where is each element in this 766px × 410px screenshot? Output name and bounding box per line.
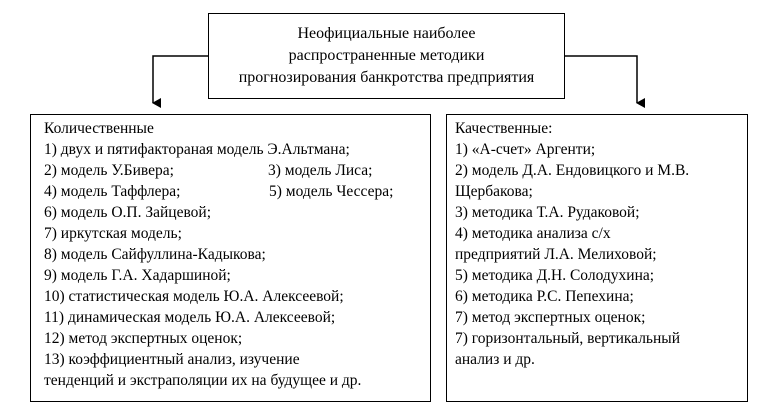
quantitative-box	[30, 114, 431, 402]
list-item: 4) методика анализа с/х	[455, 225, 611, 242]
list-item-row	[44, 181, 430, 202]
quantitative-heading: Количественные	[44, 120, 154, 137]
list-item: 10) статистическая модель Ю.А. Алексеевой;	[44, 288, 344, 305]
qualitative-heading: Качественные:	[455, 120, 553, 137]
title-box	[208, 13, 565, 99]
list-item: 9) модель Г.А. Хадаршиной;	[44, 267, 231, 284]
list-item: 7) метод экспертных оценок;	[455, 309, 646, 326]
list-item: 13) коэффициентный анализ, изучение	[44, 351, 300, 368]
right-arrow	[565, 56, 637, 103]
list-item: 3) методика Т.А. Рудаковой;	[455, 204, 640, 221]
left-arrow	[153, 56, 208, 103]
list-item: 5) модель Чессера;	[269, 183, 394, 200]
list-item: Щербакова;	[455, 183, 533, 200]
list-item: 3) модель Лиса;	[268, 162, 373, 179]
list-item: 1) «А-счет» Аргенти;	[455, 141, 596, 158]
list-item: 6) модель О.П. Зайцевой;	[44, 204, 212, 221]
list-item: тенденций и экстраполяции их на будущее и др.	[44, 372, 362, 389]
list-item: 12) метод экспертных оценок;	[44, 330, 243, 347]
list-item: 6) методика Р.С. Пепехина;	[455, 288, 634, 305]
qualitative-box	[446, 114, 748, 402]
list-item: 4) модель Таффлера;	[44, 183, 181, 200]
list-item: 5) методика Д.Н. Солодухина;	[455, 267, 655, 284]
list-item: 2) модель У.Бивера;	[44, 162, 174, 179]
title-line: Неофициальные наиболее	[297, 25, 476, 42]
title-line: прогнозирования банкротства предприятия	[238, 69, 535, 86]
list-item: 1) двух и пятифактораная модель Э.Альтмана;	[44, 141, 350, 158]
list-item: 7) иркутская модель;	[44, 225, 182, 242]
title-line: распространенные методики	[288, 47, 485, 64]
list-item: 11) динамическая модель Ю.А. Алексеевой;	[44, 309, 336, 326]
list-item: анализ и др.	[455, 351, 535, 368]
list-item: 2) модель Д.А. Ендовицкого и М.В.	[455, 162, 690, 179]
list-item: 7) горизонтальный, вертикальный	[455, 330, 681, 347]
list-item: 8) модель Сайфуллина-Кадыкова;	[44, 246, 266, 263]
list-item-row	[44, 160, 430, 181]
list-item: предприятий Л.А. Мелиховой;	[455, 246, 657, 263]
